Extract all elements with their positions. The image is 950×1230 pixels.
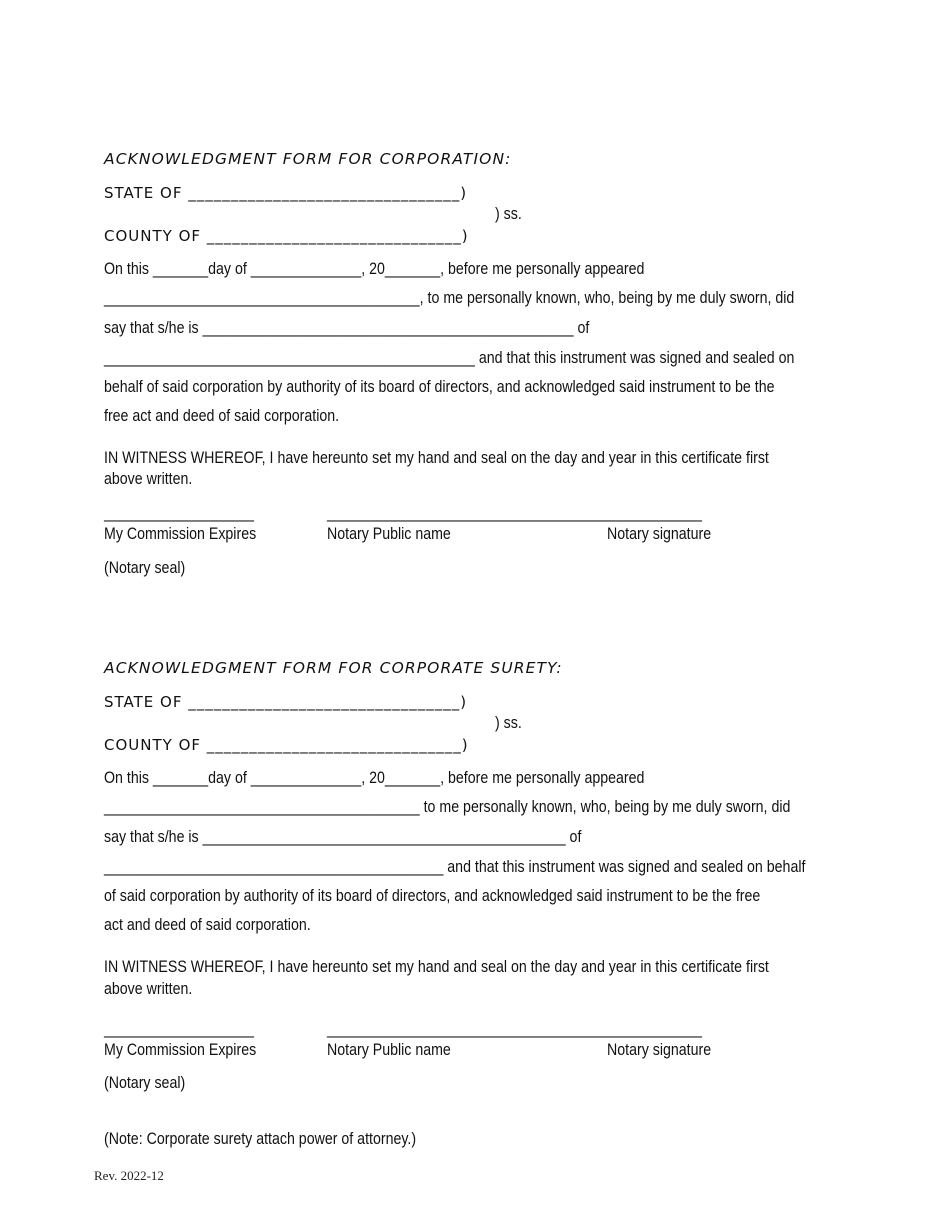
body-line: of said corporation by authority of its board of directors, and acknowledged said instrument to be the free xyxy=(104,887,761,905)
commission-signature-line: ____________________ xyxy=(104,1020,254,1038)
witness-line: above written. xyxy=(104,980,193,998)
notary-signature-label: Notary signature xyxy=(607,1041,712,1059)
notary-seal-label: (Notary seal) xyxy=(104,559,186,577)
commission-expires-label: My Commission Expires xyxy=(104,1041,257,1059)
body-line: say that s/he is _______________________________________________ of xyxy=(104,319,590,337)
notary-signature-line: __________________________________________________ xyxy=(327,504,702,522)
ss-line: ) ss. xyxy=(495,205,522,223)
body-line: free act and deed of said corporation. xyxy=(104,407,340,425)
commission-signature-line: ____________________ xyxy=(104,504,254,522)
notary-signature-label: Notary signature xyxy=(607,525,712,543)
body-line: behalf of said corporation by authority of its board of directors, and acknowledged said instrument to be the xyxy=(104,378,775,396)
state-line: STATE OF ________________________________) xyxy=(104,184,468,202)
witness-line: above written. xyxy=(104,470,193,488)
notary-name-label: Notary Public name xyxy=(327,1041,451,1059)
witness-line: IN WITNESS WHEREOF, I have hereunto set my hand and seal on the day and year in this certificate first xyxy=(104,449,769,467)
body-line: ________________________________________ to me personally known, who, being by me duly sworn, did xyxy=(104,798,791,816)
ss-line: ) ss. xyxy=(495,714,522,732)
notary-name-label: Notary Public name xyxy=(327,525,451,543)
county-line: COUNTY OF ______________________________) xyxy=(104,227,469,245)
body-line: ___________________________________________ and that this instrument was signed and sealed on behalf xyxy=(104,858,806,876)
revision-label: Rev. 2022-12 xyxy=(94,1168,164,1183)
witness-line: IN WITNESS WHEREOF, I have hereunto set my hand and seal on the day and year in this certificate first xyxy=(104,958,769,976)
notary-seal-label: (Notary seal) xyxy=(104,1074,186,1092)
body-line: On this _______day of ______________, 20_______, before me personally appeared xyxy=(104,769,645,787)
body-line: _______________________________________________ and that this instrument was signed and sealed on xyxy=(104,349,795,367)
body-line: On this _______day of ______________, 20_______, before me personally appeared xyxy=(104,260,645,278)
body-line: say that s/he is ______________________________________________ of xyxy=(104,828,582,846)
body-line: act and deed of said corporation. xyxy=(104,916,311,934)
section-heading: ACKNOWLEDGMENT FORM FOR CORPORATE SURETY: xyxy=(104,659,563,677)
county-line: COUNTY OF ______________________________) xyxy=(104,736,469,754)
surety-note: (Note: Corporate surety attach power of attorney.) xyxy=(104,1130,417,1148)
section-heading: ACKNOWLEDGMENT FORM FOR CORPORATION: xyxy=(104,150,512,168)
notary-signature-line: __________________________________________________ xyxy=(327,1020,702,1038)
commission-expires-label: My Commission Expires xyxy=(104,525,257,543)
state-line: STATE OF ________________________________) xyxy=(104,693,468,711)
body-line: ________________________________________, to me personally known, who, being by me duly sworn, did xyxy=(104,289,795,307)
